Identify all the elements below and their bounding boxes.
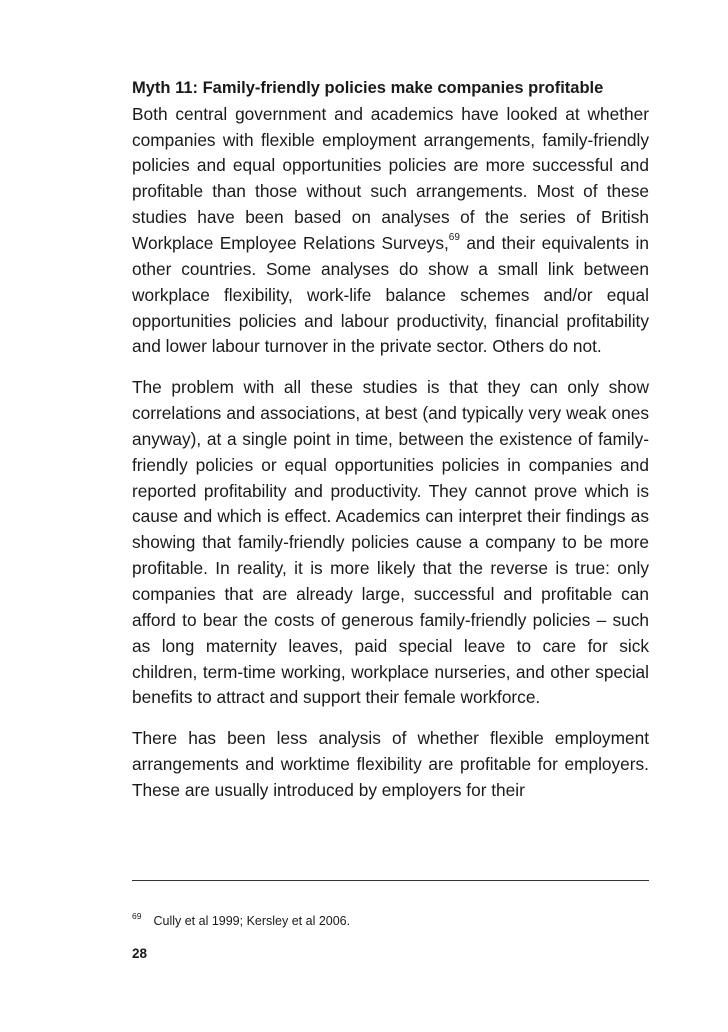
- page-body: [132, 76, 649, 819]
- paragraph-1: [132, 102, 649, 360]
- paragraph-3: There has been less analysis of whether flexible employment arrangements and worktime flexibility are profitable for employers. These are usually introduced by employers for their: [132, 728, 649, 800]
- footnote-divider: [132, 880, 649, 881]
- footnote-reference-69[interactable]: 69: [448, 232, 460, 244]
- footnote-text: Cully et al 1999; Kersley et al 2006.: [153, 913, 351, 928]
- page-number: 28: [132, 946, 148, 961]
- section-heading: Myth 11: Family-friendly policies make companies profitable: [132, 79, 604, 97]
- footnote: [132, 908, 350, 929]
- paragraph-2: The problem with all these studies is that they can only show correlations and associations, at best (and typically very weak ones anyway), at a single point in time, between the existence of family-friendly policies or equal opportunities policies in companies and reported profitability and productivity. They cannot prove which is cause and which is effect. Academics can interpret their findings as showing that family-friendly policies cause a company to be more profitable. In reality, it is more likely that the reverse is true: only companies that are already large, successful and profitable can afford to bear the costs of generous family-friendly policies – such as long maternity leaves, paid special leave to care for sick children, term-time working, workplace nurseries, and other special benefits to attract and support their female workforce.: [132, 377, 649, 708]
- footnote-number: 69: [132, 911, 142, 921]
- paragraph-1-text-start: Both central government and academics have looked at whether companies with flexible employment arrangements, family-friendly policies and equal opportunities policies are more successful and profitable than those without such arrangements. Most of these studies have been based on analyses of the series of British Workplace Employee Relations Surveys,: [132, 103, 649, 254]
- paragraph-1-text-end: and their equivalents in other countries. Some analyses do show a small link between workplace flexibility, work-life balance schemes and/or equal opportunities policies and labour productivity, financial profitability and lower labour turnover in the private sector. Others do not.: [132, 233, 649, 357]
